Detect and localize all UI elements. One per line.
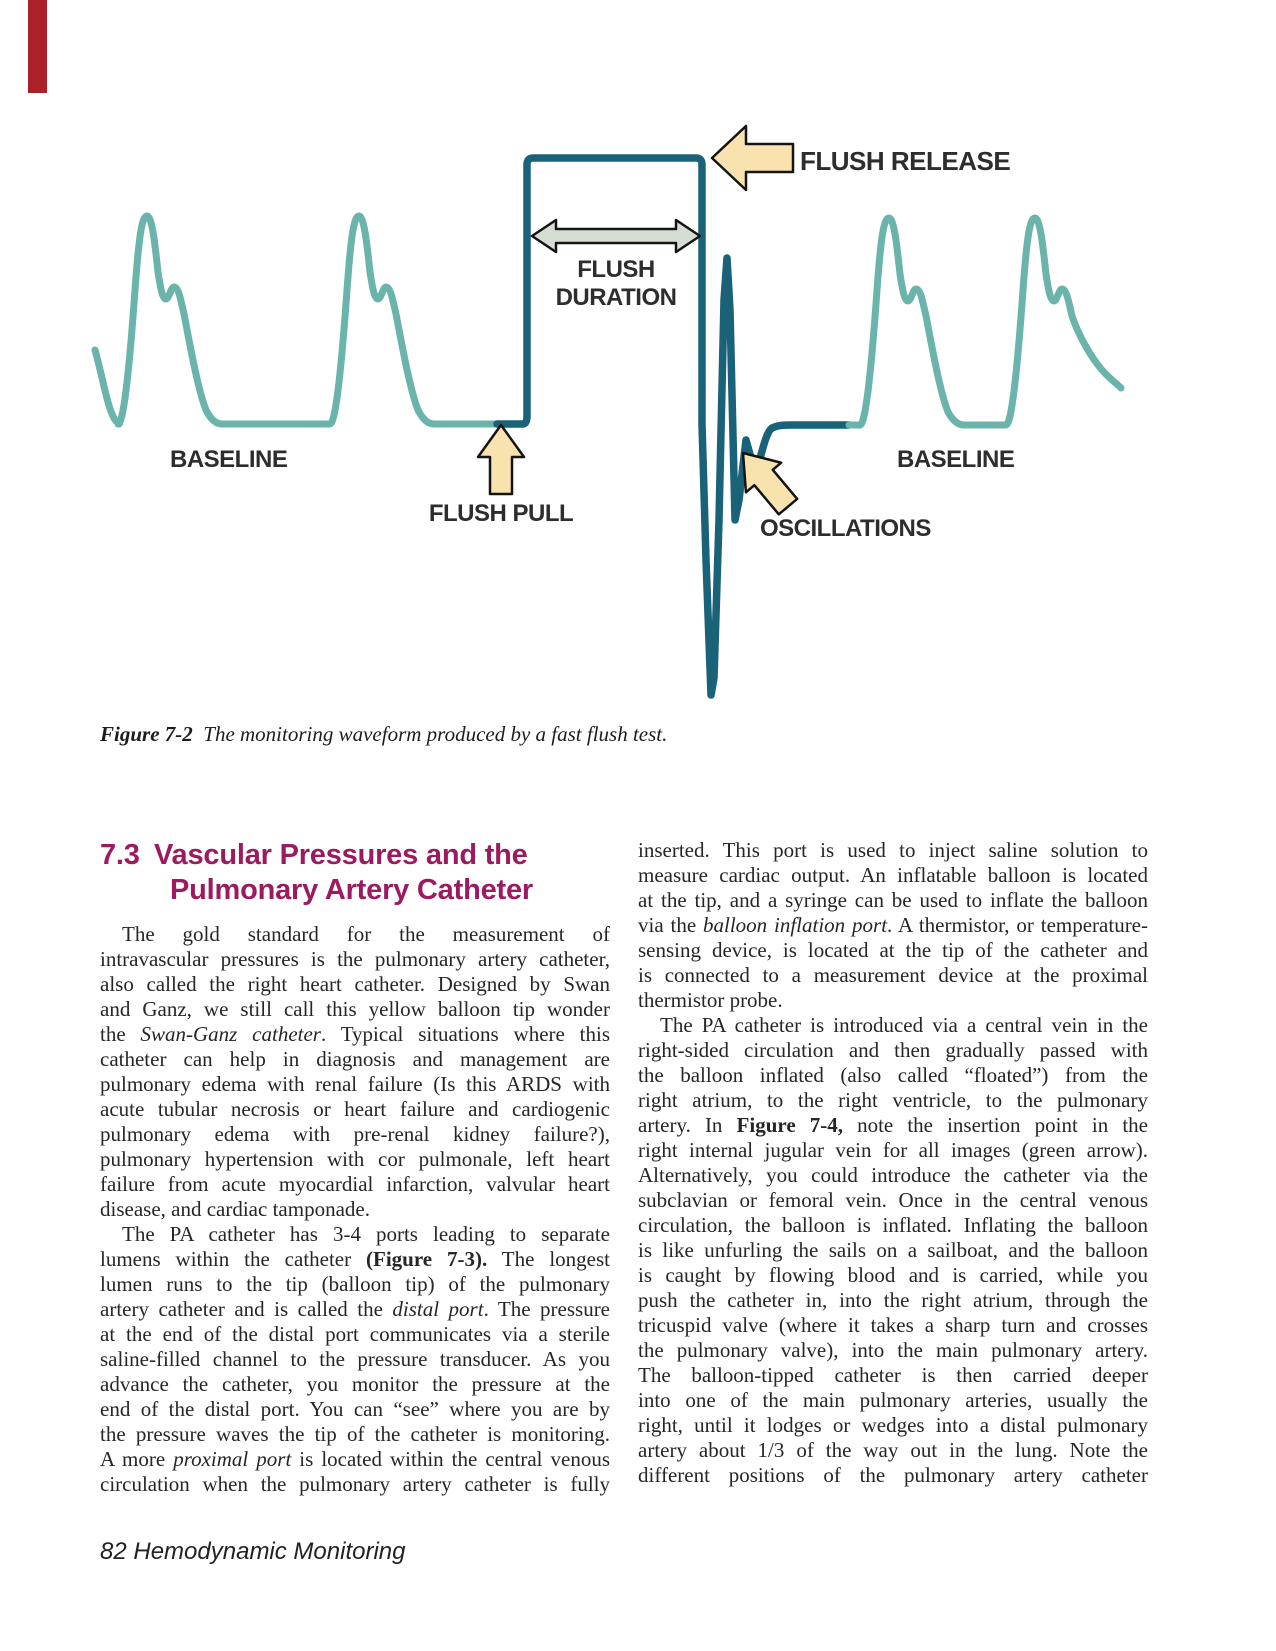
text-line: right internal jugular vein for all images (green arrow). <box>638 1138 1148 1162</box>
page-footer <box>100 1538 405 1566</box>
text-line: is like unfurling the sails on a sailboat, and the balloon <box>638 1238 1148 1262</box>
text-line: intravascular pressures is the pulmonary artery catheter, <box>100 947 610 971</box>
paragraph <box>100 922 610 1222</box>
text-line: also called the right heart catheter. Designed by Swan <box>100 972 610 996</box>
flush-duration-label-line1: FLUSH <box>577 256 655 283</box>
section-heading <box>100 838 610 908</box>
text-line: at the tip, and a syringe can be used to inflate the balloon <box>638 888 1148 912</box>
text-line: inserted. This port is used to inject saline solution to <box>638 838 1148 862</box>
text-line: lumen runs to the tip (balloon tip) of the pulmonary <box>100 1272 610 1296</box>
paragraph <box>638 1013 1148 1488</box>
text-line: failure from acute myocardial infarction, valvular heart <box>100 1172 610 1196</box>
text-line: push the catheter in, into the right atrium, through the <box>638 1288 1148 1312</box>
baseline-right-label: BASELINE <box>897 446 1015 473</box>
waveform-left-baseline-beats <box>95 216 500 424</box>
text-line: the pressure waves the tip of the catheter is monitoring. <box>100 1422 610 1446</box>
text-line: pulmonary edema with renal failure (Is this ARDS with <box>100 1072 610 1096</box>
text-line: circulation when the pulmonary artery catheter is fully <box>100 1472 610 1496</box>
text-line: and Ganz, we still call this yellow balloon tip wonder <box>100 997 610 1021</box>
text-line: disease, and cardiac tamponade. <box>100 1197 370 1221</box>
text-line: is caught by flowing blood and is carried, while you <box>638 1263 1148 1287</box>
text-line: via the balloon inflation port. A thermistor, or temperature- <box>638 913 1148 937</box>
text-line: artery catheter and is called the distal port. The pressure <box>100 1297 611 1321</box>
figure-caption-text: The monitoring waveform produced by a fast flush test. <box>203 722 668 746</box>
text-line: The PA catheter is introduced via a central vein in the <box>660 1013 1148 1037</box>
baseline-left-label: BASELINE <box>170 446 288 473</box>
text-line: advance the catheter, you monitor the pressure at the <box>100 1372 610 1396</box>
text-line: measure cardiac output. An inflatable balloon is located <box>638 863 1148 887</box>
text-line: sensing device, is located at the tip of the catheter and <box>638 938 1148 962</box>
section-title-line2: Pulmonary Artery Catheter <box>170 874 533 906</box>
paragraph <box>100 1222 610 1497</box>
text-line: artery. In Figure 7-4, note the insertion point in the <box>638 1113 1148 1137</box>
flush-duration-arrow-icon <box>532 220 700 252</box>
page-number: 82 <box>100 1538 127 1565</box>
text-line: at the end of the distal port communicates via a sterile <box>100 1322 610 1346</box>
text-line: the balloon inflated (also called “floated”) from the <box>638 1063 1148 1087</box>
text-line: saline-filled channel to the pressure transducer. As you <box>100 1347 610 1371</box>
text-line: right atrium, to the right ventricle, to the pulmonary <box>638 1088 1148 1112</box>
paragraph <box>638 838 1148 1013</box>
text-line: different positions of the pulmonary artery catheter <box>638 1463 1148 1487</box>
text-line: The balloon-tipped catheter is then carried deeper <box>638 1363 1148 1387</box>
waveform-right-baseline-beats <box>849 218 1121 425</box>
text-line: Alternatively, you could introduce the catheter via the <box>638 1163 1148 1187</box>
text-line: right-sided circulation and then gradually passed with <box>638 1038 1148 1062</box>
left-column <box>100 838 610 1497</box>
text-line: circulation, the balloon is inflated. Inflating the balloon <box>638 1213 1148 1237</box>
flush-release-label: FLUSH RELEASE <box>800 146 1011 176</box>
text-line: subclavian or femoral vein. Once in the central venous <box>638 1188 1148 1212</box>
section-number: 7.3 <box>100 839 140 871</box>
text-line: pulmonary edema with pre-renal kidney failure?), <box>100 1122 610 1146</box>
section-title-line1: Vascular Pressures and the <box>154 839 528 871</box>
text-line: The PA catheter has 3-4 ports leading to separate <box>122 1222 610 1246</box>
text-line: lumens within the catheter (Figure 7-3). The longest <box>100 1247 610 1271</box>
text-line: catheter can help in diagnosis and management are <box>100 1047 610 1071</box>
figure-caption <box>100 722 820 747</box>
text-line: thermistor probe. <box>638 988 783 1012</box>
text-line: is connected to a measurement device at the proximal <box>638 963 1148 987</box>
text-line: right, until it lodges or wedges into a distal pulmonary <box>638 1413 1148 1437</box>
text-line: end of the distal port. You can “see” where you are by <box>100 1397 610 1421</box>
text-line: pulmonary hypertension with cor pulmonale, left heart <box>100 1147 610 1171</box>
text-line: acute tubular necrosis or heart failure and cardiogenic <box>100 1097 610 1121</box>
flush-release-arrow-icon <box>712 126 793 190</box>
text-line: the Swan-Ganz catheter. Typical situations where this <box>100 1022 611 1046</box>
fast-flush-waveform-figure <box>0 0 1276 780</box>
text-line: The gold standard for the measurement of <box>122 922 610 946</box>
flush-pull-label: FLUSH PULL <box>428 500 574 527</box>
right-column <box>638 838 1148 1488</box>
running-title: Hemodynamic Monitoring <box>133 1538 406 1565</box>
figure-caption-label: Figure 7-2 <box>100 722 193 746</box>
flush-duration-label-line2: DURATION <box>555 284 677 311</box>
text-line: artery about 1/3 of the way out in the lung. Note the <box>638 1438 1148 1462</box>
text-line: into one of the main pulmonary arteries, usually the <box>638 1388 1148 1412</box>
flush-pull-arrow-icon <box>478 425 524 494</box>
text-line: A more proximal port is located within the central venous <box>100 1447 610 1471</box>
text-line: tricuspid valve (where it takes a sharp turn and crosses <box>638 1313 1148 1337</box>
oscillations-label: OSCILLATIONS <box>760 515 931 542</box>
text-line: the pulmonary valve), into the main pulmonary artery. <box>638 1338 1148 1362</box>
